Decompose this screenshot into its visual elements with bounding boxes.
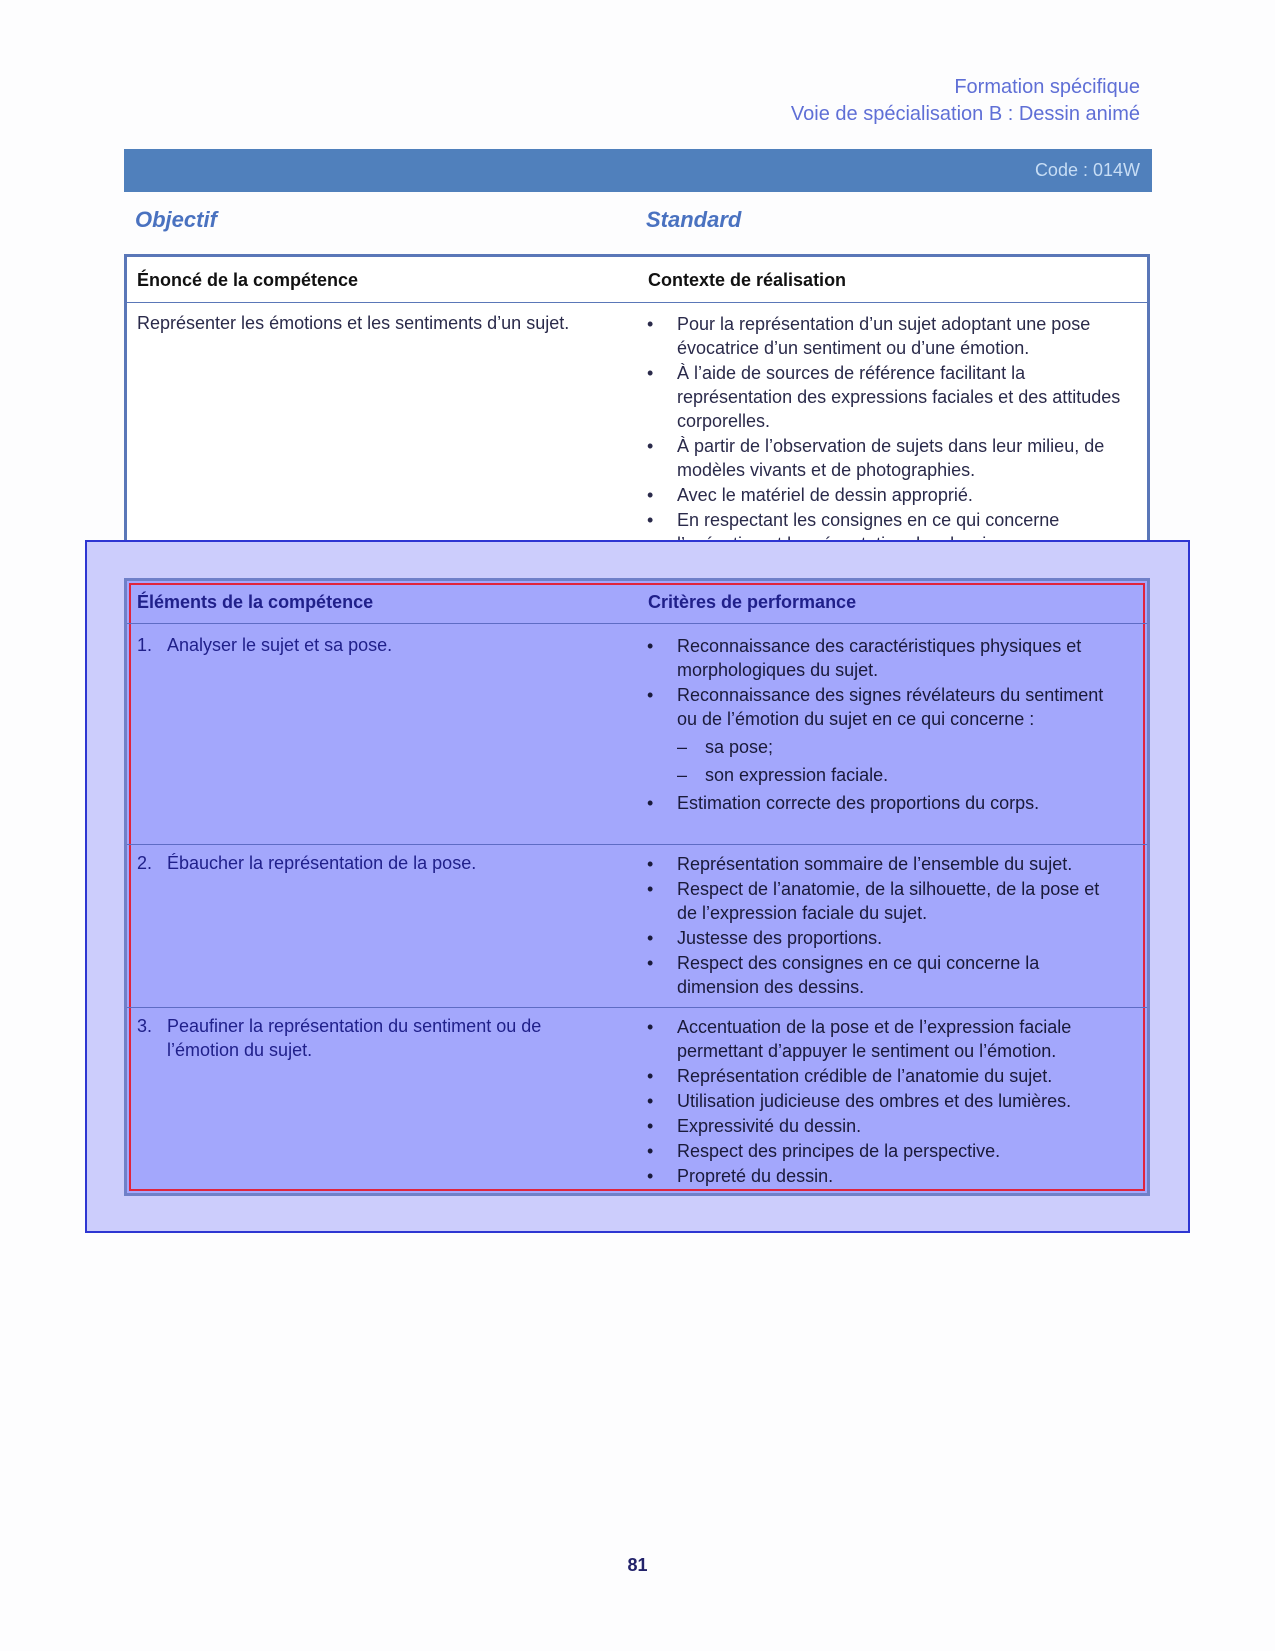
row-divider	[127, 844, 1147, 845]
header-divider	[127, 623, 1147, 624]
criteria-item: • Utilisation judicieuse des ombres et des lumières.	[647, 1089, 1117, 1113]
element-number: 3.	[137, 1016, 153, 1036]
context-item: • À partir de l’observation de sujets dans leur milieu, de modèles vivants et de photographies.	[647, 434, 1127, 482]
criteria-item: • Représentation crédible de l’anatomie du sujet.	[647, 1064, 1117, 1088]
elements-header: Éléments de la compétence	[137, 592, 374, 612]
objective-title: Objectif	[135, 207, 217, 232]
criteria-header: Critères de performance	[648, 592, 857, 612]
context-header: Contexte de réalisation	[648, 270, 847, 290]
criteria-item: • Respect des principes de la perspective.	[647, 1139, 1117, 1163]
element-number: 1.	[137, 635, 153, 655]
context-item: • À l’aide de sources de référence facilitant la représentation des expressions faciales et des attitudes corporelles.	[647, 361, 1127, 433]
context-item: • En respectant les consignes en ce qui concerne	[647, 508, 1127, 556]
criteria-list-3	[647, 1015, 1117, 1189]
criteria-item: • Accentuation de la pose et de l’expression faciale permettant d’appuyer le sentiment ou l’émotion.	[647, 1015, 1117, 1063]
criteria-item: • Respect de l’anatomie, de la silhouette, de la pose et de l’expression faciale du sujet.	[647, 877, 1117, 925]
element-number: 2.	[137, 853, 153, 873]
competence-table	[124, 254, 1150, 560]
criteria-list-1	[647, 634, 1117, 816]
competency-code: Code : 014W	[1034, 160, 1140, 180]
code-band	[124, 149, 1152, 192]
element-text: Peaufiner la représentation du sentiment ou de l’émotion du sujet.	[167, 1016, 542, 1060]
standard-title: Standard	[646, 207, 742, 232]
statement-header: Énoncé de la compétence	[137, 270, 359, 290]
context-item: • Avec le matériel de dessin approprié.	[647, 483, 1127, 507]
criteria-item: • Justesse des proportions.	[647, 926, 1117, 950]
program-title: Formation spécifique	[954, 76, 1140, 98]
element-text: Analyser le sujet et sa pose.	[167, 635, 393, 655]
criteria-list-2	[647, 852, 1117, 1000]
criteria-item: • Reconnaissance des signes révélateurs du sentiment ou de l’émotion du sujet en ce qui concerne :	[647, 683, 1117, 731]
criteria-item: • Représentation sommaire de l’ensemble du sujet.	[647, 852, 1117, 876]
criteria-item: • Estimation correcte des proportions du corps.	[647, 791, 1117, 815]
criteria-item: • Expressivité du dessin.	[647, 1114, 1117, 1138]
specialization-title: Voie de spécialisation B : Dessin animé	[790, 103, 1140, 125]
page-number: 81	[627, 1555, 648, 1575]
criteria-subitem: – sa pose;	[647, 735, 1117, 759]
criteria-subitem: – son expression faciale.	[647, 763, 1117, 787]
criteria-item: • Reconnaissance des caractéristiques physiques et morphologiques du sujet.	[647, 634, 1117, 682]
context-item: • Pour la représentation d’un sujet adoptant une pose évocatrice d’un sentiment ou d’une émotion.	[647, 312, 1127, 360]
element-text: Ébaucher la représentation de la pose.	[167, 853, 477, 873]
competence-statement: Représenter les émotions et les sentiments d’un sujet.	[137, 313, 570, 333]
context-list	[647, 312, 1127, 557]
elements-table	[124, 578, 1150, 1196]
criteria-item: • Propreté du dessin.	[647, 1164, 1117, 1188]
criteria-item: • Respect des consignes en ce qui concerne la dimension des dessins.	[647, 951, 1117, 999]
row-divider	[127, 1007, 1147, 1008]
